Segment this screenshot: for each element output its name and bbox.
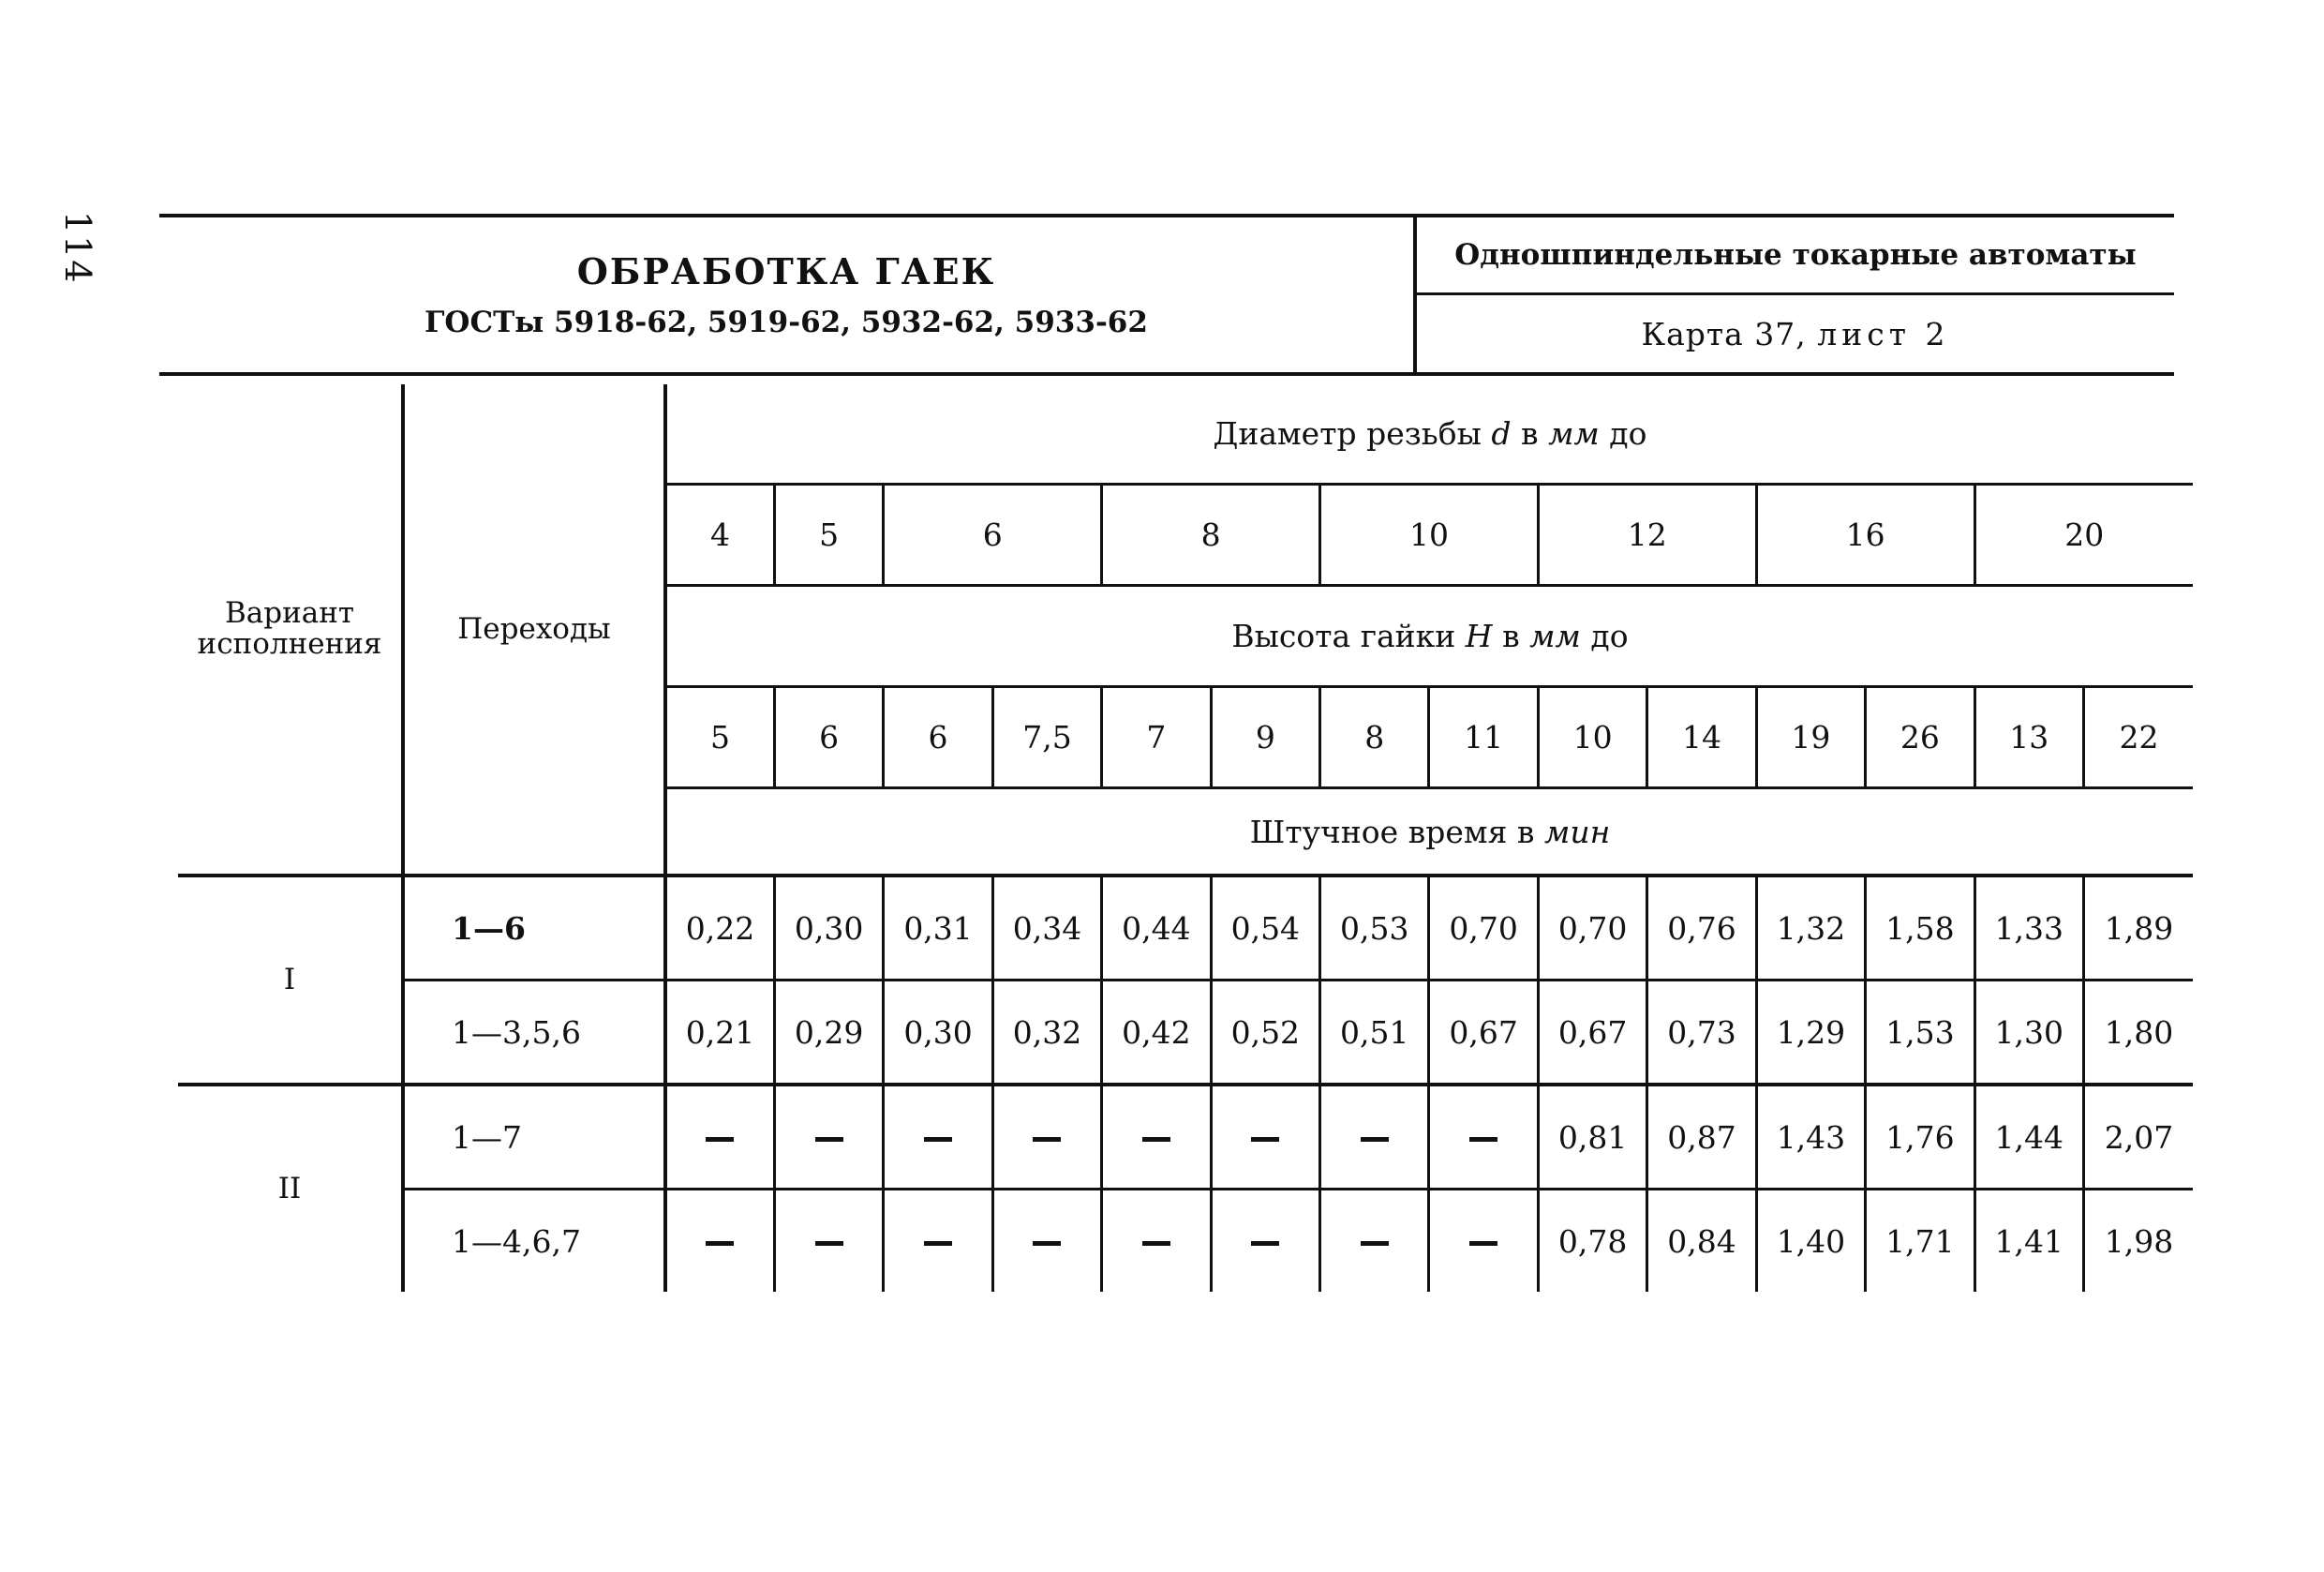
time-norm-table: [178, 384, 2193, 1292]
height-cell: 5: [665, 687, 774, 788]
dash-mark: [706, 1137, 734, 1142]
header-left: [159, 216, 1415, 374]
time-value-cell: 0,44: [1102, 876, 1211, 981]
time-value-cell: [1320, 1085, 1429, 1190]
operation-cell: 1—7: [403, 1085, 665, 1190]
time-value-cell: 0,67: [1538, 981, 1646, 1085]
height-cell: 26: [1866, 687, 1974, 788]
time-value-cell: [1429, 1085, 1538, 1190]
diameter-cell: 8: [1102, 485, 1320, 586]
height-cell: 10: [1538, 687, 1646, 788]
card-prefix: Карта 37,: [1641, 315, 1807, 352]
time-value-cell: [1429, 1190, 1538, 1293]
time-value-cell: [992, 1190, 1101, 1293]
time-value-cell: 1,53: [1866, 981, 1974, 1085]
document-header: [159, 214, 2174, 376]
variant-cell: II: [178, 1085, 403, 1292]
time-value-cell: 0,73: [1647, 981, 1756, 1085]
time-value-cell: 0,51: [1320, 981, 1429, 1085]
height-cell: 6: [884, 687, 992, 788]
time-value-cell: 1,89: [2083, 876, 2193, 981]
dash-mark: [1251, 1137, 1279, 1142]
table-row: [178, 1190, 2193, 1293]
height-cell: 9: [1211, 687, 1319, 788]
time-value-cell: 0,53: [1320, 876, 1429, 981]
dash-mark: [815, 1137, 843, 1142]
time-value-cell: [774, 1085, 883, 1190]
dash-mark: [1469, 1137, 1497, 1142]
table-row: [178, 876, 2193, 981]
time-value-cell: [884, 1190, 992, 1293]
time-value-cell: 0,42: [1102, 981, 1211, 1085]
time-value-cell: 0,70: [1538, 876, 1646, 981]
height-cell: 19: [1756, 687, 1865, 788]
height-cell: 11: [1429, 687, 1538, 788]
dash-mark: [1251, 1241, 1279, 1246]
page-number: 114: [57, 211, 98, 285]
time-value-cell: [665, 1085, 774, 1190]
height-cell: 7,5: [992, 687, 1101, 788]
card-sheet: лист 2: [1817, 315, 1950, 352]
time-value-cell: [1102, 1085, 1211, 1190]
time-value-cell: [884, 1085, 992, 1190]
time-label: Штучное время в мин: [665, 788, 2193, 876]
time-value-cell: 0,31: [884, 876, 992, 981]
height-cell: 14: [1647, 687, 1756, 788]
diameter-cell: 12: [1538, 485, 1756, 586]
time-value-cell: [992, 1085, 1101, 1190]
time-value-cell: 0,52: [1211, 981, 1319, 1085]
time-value-cell: [665, 1190, 774, 1293]
time-value-cell: 1,29: [1756, 981, 1865, 1085]
table-row: [178, 981, 2193, 1085]
time-value-cell: 1,40: [1756, 1190, 1865, 1293]
diameter-cell: 5: [774, 485, 883, 586]
time-value-cell: 1,98: [2083, 1190, 2193, 1293]
diameter-cell: 10: [1320, 485, 1539, 586]
time-value-cell: [774, 1190, 883, 1293]
diameter-label: Диаметр резьбы d в мм до: [1213, 415, 1647, 452]
document-title: ОБРАБОТКА ГАЕК: [576, 250, 996, 292]
time-value-cell: 0,34: [992, 876, 1101, 981]
height-cell: 22: [2083, 687, 2193, 788]
time-value-cell: 1,80: [2083, 981, 2193, 1085]
dash-mark: [815, 1241, 843, 1246]
column-header-variant: Вариант исполнения: [178, 384, 403, 876]
time-value-cell: 0,32: [992, 981, 1101, 1085]
dash-mark: [1033, 1241, 1061, 1246]
time-value-cell: 0,29: [774, 981, 883, 1085]
time-value-cell: 2,07: [2083, 1085, 2193, 1190]
time-value-cell: 0,22: [665, 876, 774, 981]
time-value-cell: 1,44: [1974, 1085, 2083, 1190]
time-value-cell: 0,70: [1429, 876, 1538, 981]
operation-cell: 1—4,6,7: [403, 1190, 665, 1293]
time-value-cell: [1320, 1190, 1429, 1293]
dash-mark: [1361, 1241, 1389, 1246]
time-value-cell: 0,87: [1647, 1085, 1756, 1190]
diameter-cell: 20: [1974, 485, 2193, 586]
diameter-cell: 6: [884, 485, 1102, 586]
height-cell: 8: [1320, 687, 1429, 788]
height-label: Высота гайки H в мм до: [665, 586, 2193, 687]
time-value-cell: 1,30: [1974, 981, 2083, 1085]
time-value-cell: 0,76: [1647, 876, 1756, 981]
diameter-cell: 4: [665, 485, 774, 586]
height-cell: 7: [1102, 687, 1211, 788]
time-value-cell: [1211, 1085, 1319, 1190]
time-value-cell: 0,30: [774, 876, 883, 981]
time-value-cell: 1,33: [1974, 876, 2083, 981]
time-value-cell: 0,30: [884, 981, 992, 1085]
time-value-cell: 1,71: [1866, 1190, 1974, 1293]
dash-mark: [924, 1241, 952, 1246]
time-value-cell: 1,41: [1974, 1190, 2083, 1293]
time-value-cell: 1,43: [1756, 1085, 1865, 1190]
time-value-cell: [1211, 1190, 1319, 1293]
time-value-cell: 0,54: [1211, 876, 1319, 981]
time-value-cell: 0,21: [665, 981, 774, 1085]
time-value-cell: 0,67: [1429, 981, 1538, 1085]
time-value-cell: [1102, 1190, 1211, 1293]
dash-mark: [1142, 1241, 1170, 1246]
dash-mark: [706, 1241, 734, 1246]
dash-mark: [1361, 1137, 1389, 1142]
gost-numbers: ГОСТы 5918-62, 5919-62, 5932-62, 5933-62: [425, 306, 1148, 339]
time-value-cell: 1,76: [1866, 1085, 1974, 1190]
column-header-perehody: Переходы: [403, 384, 665, 876]
diameter-cell: 16: [1756, 485, 1974, 586]
time-value-cell: 1,32: [1756, 876, 1865, 981]
time-value-cell: 0,78: [1538, 1190, 1646, 1293]
card-number: [1415, 294, 2174, 375]
dash-mark: [1033, 1137, 1061, 1142]
height-cell: 13: [1974, 687, 2083, 788]
dash-mark: [924, 1137, 952, 1142]
height-cell: 6: [774, 687, 883, 788]
time-value-cell: 1,58: [1866, 876, 1974, 981]
dash-mark: [1469, 1241, 1497, 1246]
time-value-cell: 0,81: [1538, 1085, 1646, 1190]
time-value-cell: 0,84: [1647, 1190, 1756, 1293]
operation-cell: 1—3,5,6: [403, 981, 665, 1085]
table-row: [178, 1085, 2193, 1190]
variant-cell: I: [178, 876, 403, 1085]
dash-mark: [1142, 1137, 1170, 1142]
operation-cell: 1—6: [403, 876, 665, 981]
machine-type: Одношпиндельные токарные автоматы: [1415, 216, 2174, 294]
table-body: [178, 876, 2193, 1292]
